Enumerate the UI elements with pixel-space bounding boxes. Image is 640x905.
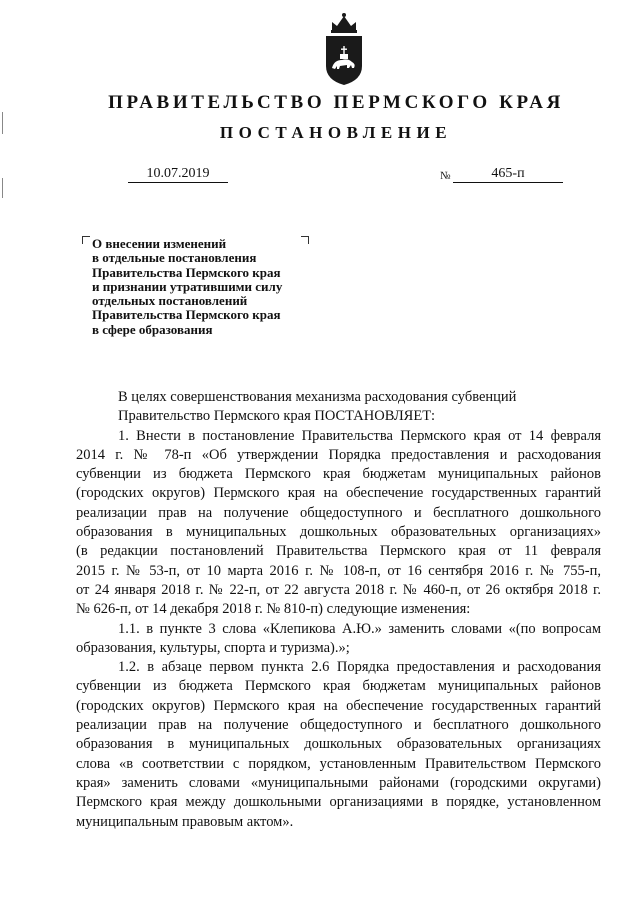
subject-line: О внесении изменений [92, 236, 227, 251]
body-line: 1. Внести в постановление Правительства Пермского края от 14 февраля [118, 427, 601, 444]
body-line: № 626-п, от 14 декабря 2018 г. № 810-п) следующие изменения: [76, 601, 471, 618]
body-line: (в редакции постановлений Правительства Пермского края от 11 февраля [76, 543, 601, 560]
body-line: образования, культуры, спорта и туризма).»; [76, 639, 350, 656]
body-line: края» заменить словами «муниципальными районами (городскими округами) [76, 774, 601, 791]
document-body [76, 388, 601, 832]
subject-bracket-left [82, 236, 90, 244]
subject-line: отдельных постановлений [92, 293, 248, 309]
subject-line: Правительства Пермского края [92, 264, 281, 280]
subject-line: и признании утратившими силу [92, 278, 283, 294]
body-line: Пермского края между дошкольными организациями в порядке, установленном [76, 794, 601, 811]
margin-mark [2, 178, 3, 198]
body-line: от 24 января 2018 г. № 22-п, от 22 августа 2018 г. № 460-п, от 26 октября 2018 г. [76, 581, 601, 598]
subject-line: в отдельные постановления [92, 250, 257, 266]
body-line: муниципальным правовым актом». [76, 813, 294, 830]
body-line: (городских округов) Пермского края на обеспечение государственных гарантий [76, 485, 601, 502]
body-line: субвенции из бюджета Пермского края бюджетам муниципальных районов [76, 466, 601, 483]
subject-line: в сфере образования [92, 321, 213, 337]
body-line: реализации прав на получение общедоступного и бесплатного дошкольного [76, 504, 601, 521]
number-sign: № [440, 170, 451, 182]
body-line: 2014 г. № 78-п «Об утверждении Порядка предоставления и расходования [76, 446, 601, 463]
body-line: Правительство Пермского края ПОСТАНОВЛЯЕТ: [118, 408, 436, 425]
body-line: слова «в соответствии с порядком, установленным Правительством Пермского [76, 755, 601, 772]
body-line: реализации прав на получение общедоступного и бесплатного дошкольного [76, 717, 601, 734]
coat-of-arms-icon [322, 10, 366, 86]
body-line: 1.1. в пункте 3 слова «Клепикова А.Ю.» заменить словами «(по вопросам [118, 620, 601, 637]
document-subject [92, 237, 332, 337]
body-line: В целях совершенствования механизма расходования субвенций [118, 389, 517, 405]
body-line: 2015 г. № 53-п, от 10 марта 2016 г. № 108-п, от 16 сентября 2016 г. № 755-п, [76, 562, 601, 579]
body-line: субвенции из бюджета Пермского края бюджетам муниципальных районов [76, 678, 601, 695]
subject-line: Правительства Пермского края [92, 307, 281, 323]
body-line: образования в муниципальных дошкольных образовательных организациях [76, 736, 601, 753]
body-line: 1.2. в абзаце первом пункта 2.6 Порядка предоставления и расходования [118, 659, 601, 676]
organization-title: ПРАВИТЕЛЬСТВО ПЕРМСКОГО КРАЯ [108, 92, 564, 113]
body-line: (городских округов) Пермского края на обеспечение государственных гарантий [76, 697, 601, 714]
document-number: 465-п [453, 165, 563, 183]
document-date: 10.07.2019 [128, 165, 228, 183]
document-type: ПОСТАНОВЛЕНИЕ [219, 123, 453, 142]
body-line: образования в муниципальных дошкольных образовательных организациях» [76, 524, 601, 541]
